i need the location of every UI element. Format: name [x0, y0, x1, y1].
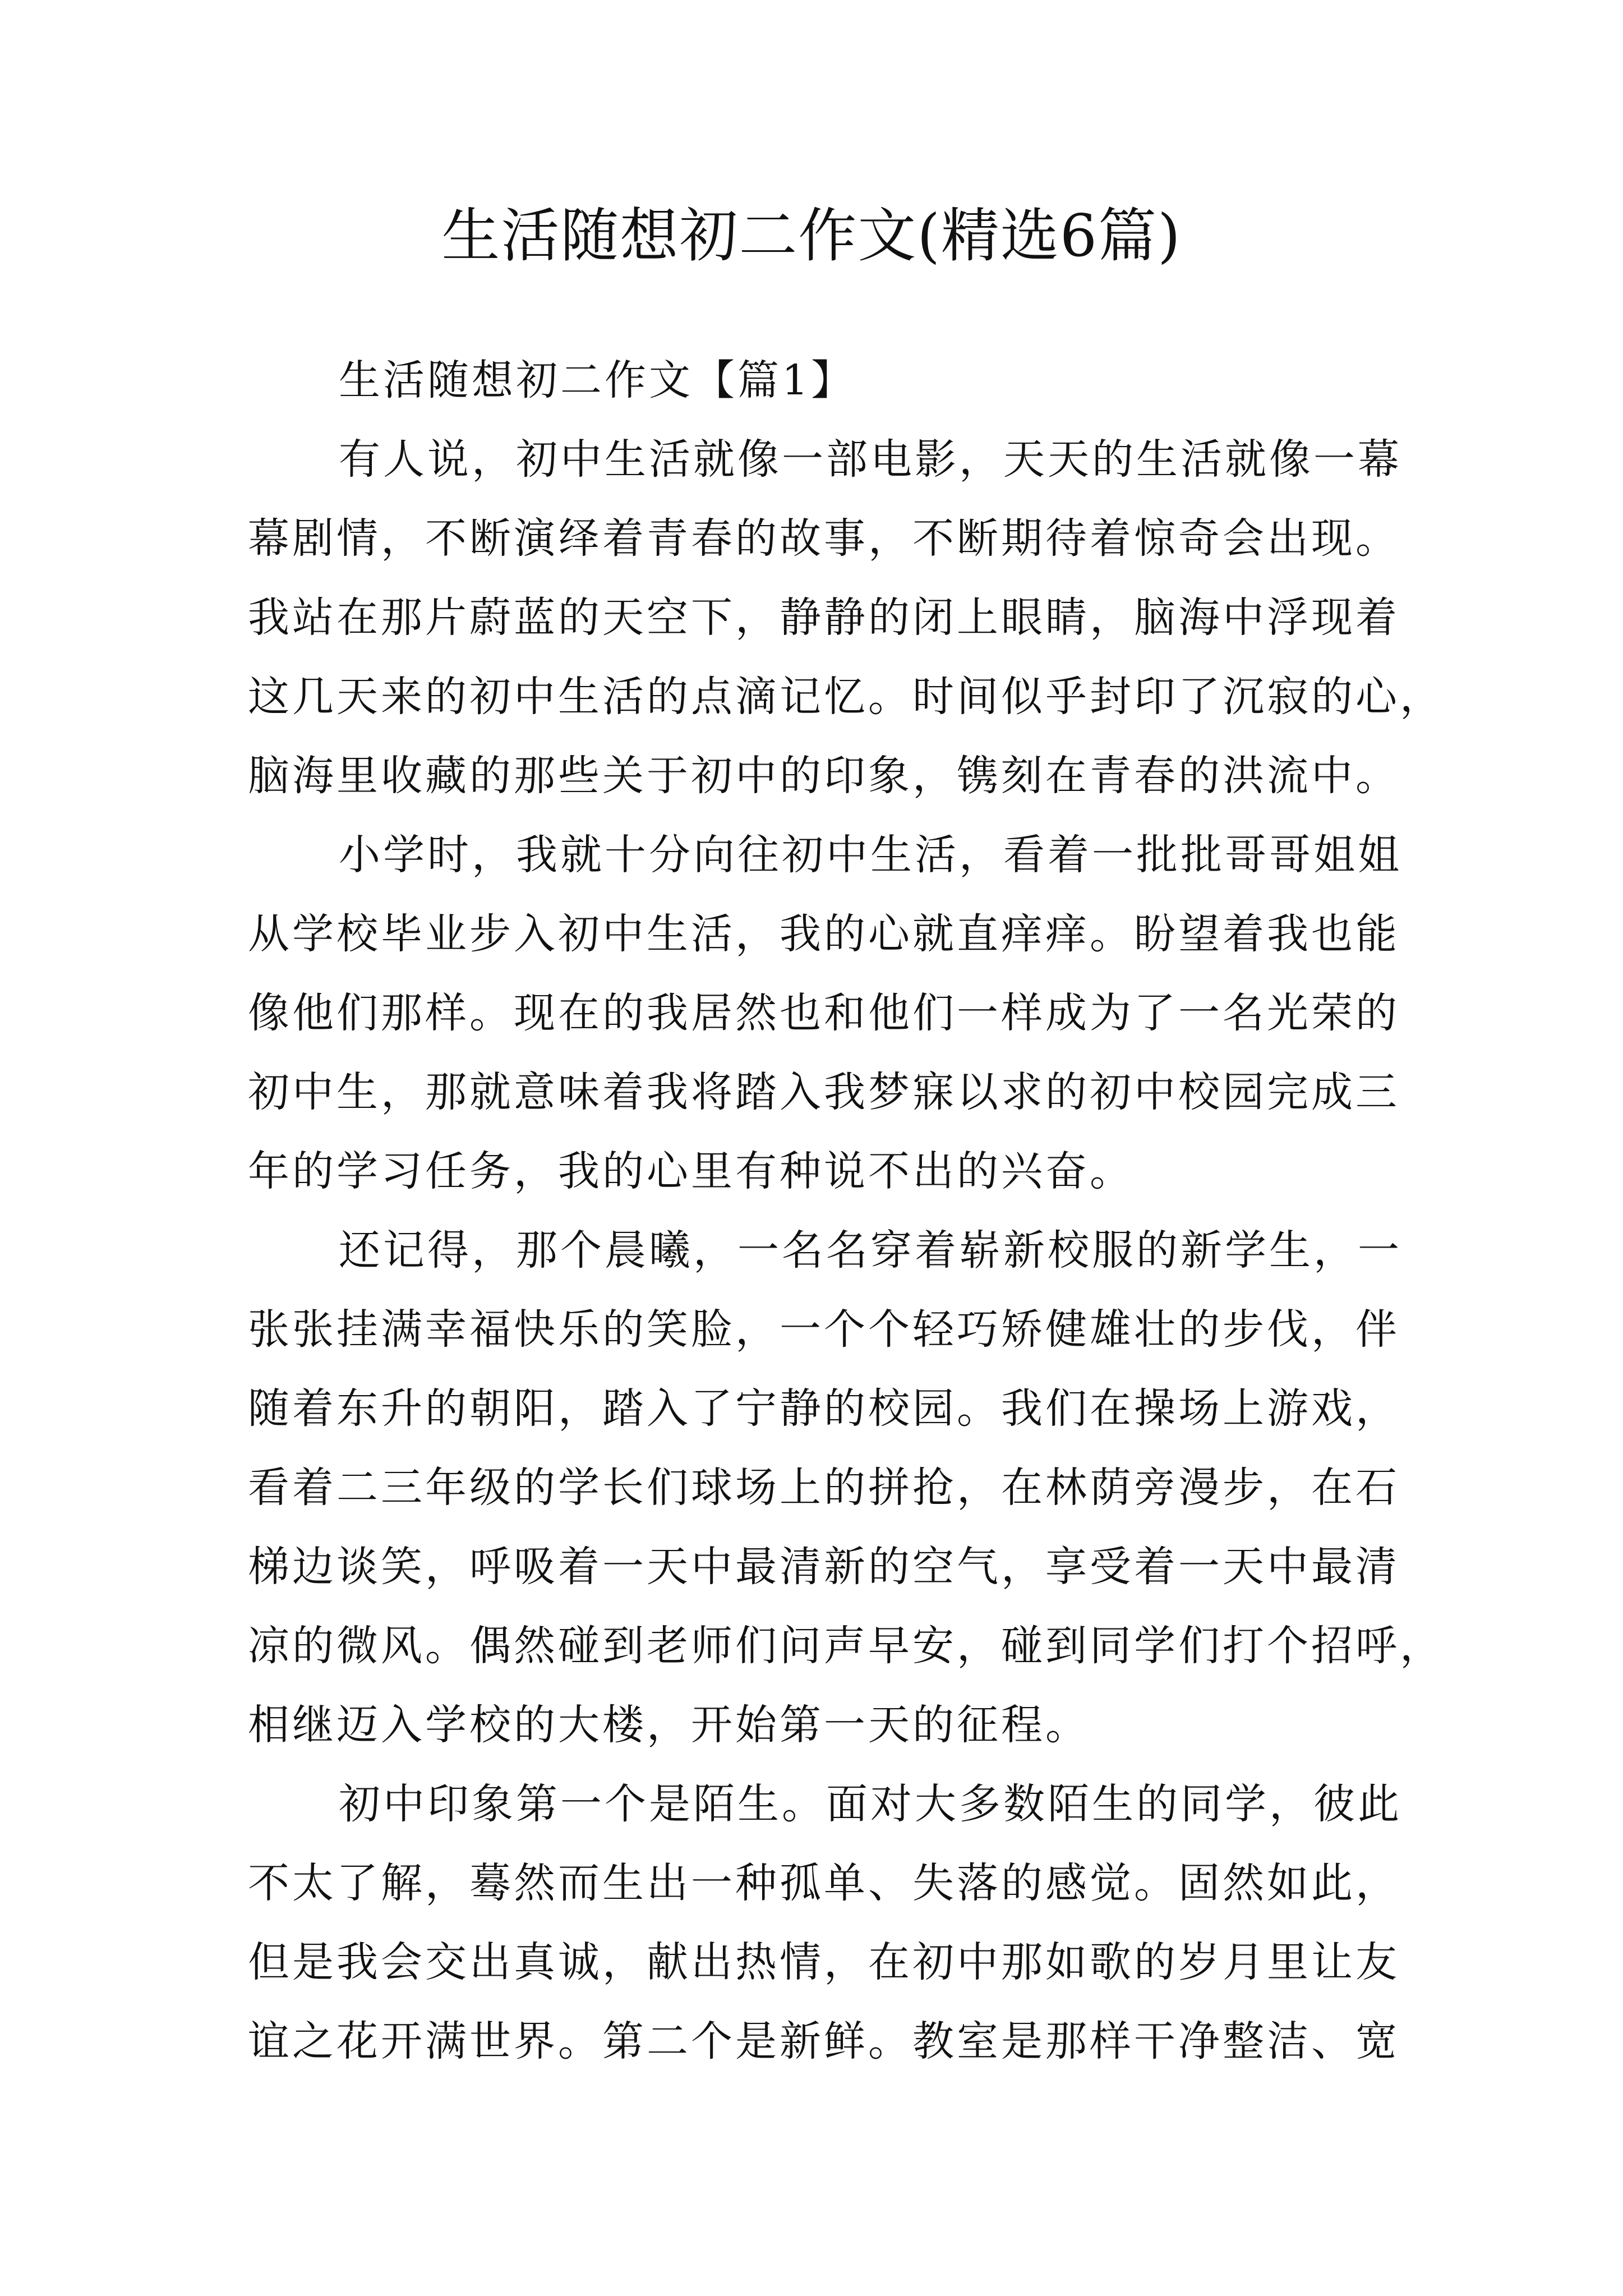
paragraph-line: 初中生，那就意味着我将踏入我梦寐以求的初中校园完成三: [248, 1068, 1400, 1116]
paragraph-line: 张张挂满幸福快乐的笑脸，一个个轻巧矫健雄壮的步伐，伴: [248, 1305, 1400, 1354]
paragraph-line: 但是我会交出真诚，献出热情，在初中那如歌的岁月里让友: [248, 1938, 1400, 1986]
paragraph-line: 我站在那片蔚蓝的天空下，静静的闭上眼睛，脑海中浮现着: [248, 593, 1400, 642]
paragraph-line: 初中印象第一个是陌生。面对大多数陌生的同学，彼此: [339, 1780, 1402, 1828]
paragraph-line: 像他们那样。现在的我居然也和他们一样成为了一名光荣的: [248, 989, 1400, 1037]
document-body: [248, 341, 1444, 2081]
paragraph-line: 凉的微风。偶然碰到老师们问声早安，碰到同学们打个招呼，: [248, 1622, 1444, 1670]
paragraph-2: [248, 816, 1402, 1211]
paragraph-line: 看着二三年级的学长们球场上的拼抢，在林荫旁漫步，在石: [248, 1464, 1400, 1512]
paragraph-line: 这几天来的初中生活的点滴记忆。时间似乎封印了沉寂的心，: [248, 673, 1444, 721]
paragraph-line: 幕剧情，不断演绎着青春的故事，不断期待着惊奇会出现。: [248, 514, 1400, 563]
paragraph-line: 有人说，初中生活就像一部电影，天天的生活就像一幕: [339, 435, 1402, 484]
paragraph-line: 谊之花开满世界。第二个是新鲜。教室是那样干净整洁、宽: [248, 2017, 1400, 2065]
paragraph-line: 相继迈入学校的大楼，开始第一天的征程。: [248, 1701, 1090, 1749]
paragraph-3: [248, 1211, 1444, 1765]
paragraph-line: 随着东升的朝阳，踏入了宁静的校园。我们在操场上游戏，: [248, 1384, 1400, 1433]
paragraph-line: 不太了解，蓦然而生出一种孤单、失落的感觉。固然如此，: [248, 1859, 1400, 1907]
paragraph-4: [248, 1765, 1402, 2081]
document-title: 生活随想初二作文(精选6篇): [441, 201, 1182, 270]
paragraph-1: [248, 420, 1444, 816]
paragraph-line: 还记得，那个晨曦，一名名穿着崭新校服的新学生，一: [339, 1226, 1402, 1274]
section-heading: 生活随想初二作文【篇1】: [339, 356, 856, 404]
paragraph-line: 梯边谈笑，呼吸着一天中最清新的空气，享受着一天中最清: [248, 1543, 1400, 1591]
paragraph-line: 小学时，我就十分向往初中生活，看着一批批哥哥姐姐: [339, 831, 1402, 879]
paragraph-line: 年的学习任务，我的心里有种说不出的兴奋。: [248, 1147, 1134, 1195]
paragraph-line: 脑海里收藏的那些关于初中的印象，镌刻在青春的洪流中。: [248, 752, 1400, 800]
paragraph-line: 从学校毕业步入初中生活，我的心就直痒痒。盼望着我也能: [248, 910, 1400, 958]
